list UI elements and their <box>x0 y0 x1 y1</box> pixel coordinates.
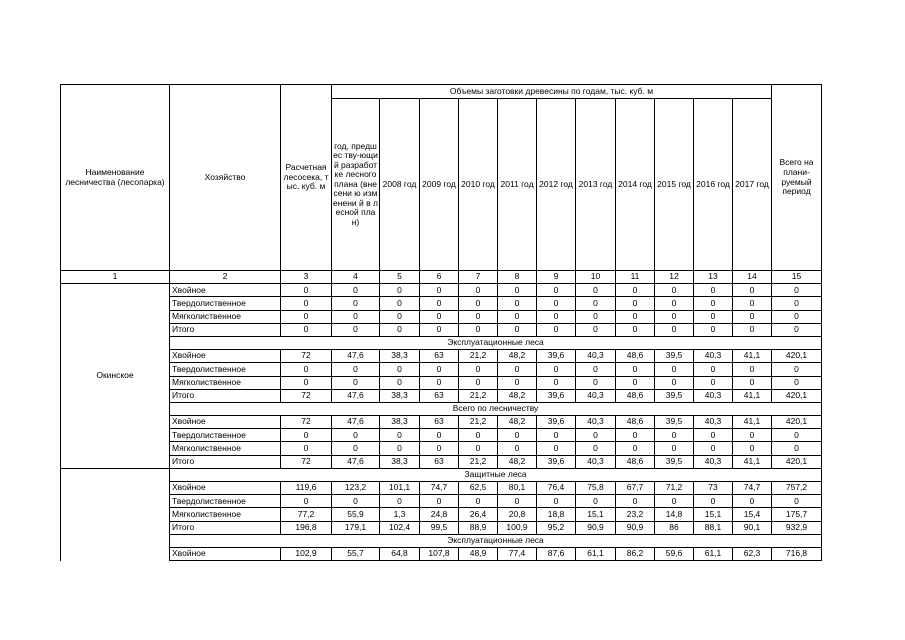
value-cell: 0 <box>332 323 380 336</box>
value-cell: 39,5 <box>655 455 694 468</box>
value-cell: 179,1 <box>332 521 380 534</box>
value-cell: 0 <box>694 363 733 376</box>
value-cell: 0 <box>537 297 576 310</box>
table-row <box>61 297 822 310</box>
value-cell: 0 <box>380 363 420 376</box>
farm-type: Хвойное <box>170 416 281 429</box>
header-year: 2011 год <box>498 99 537 271</box>
farm-type: Мягколиственное <box>170 442 281 455</box>
value-cell: 0 <box>616 376 655 389</box>
value-cell: 14,8 <box>655 508 694 521</box>
header-previous-year: год, предшес тву-ющий разработ ке лесного плана (внесени ю изменени й в лесной план) <box>332 99 380 271</box>
value-cell: 0 <box>733 323 772 336</box>
value-cell: 0 <box>655 284 694 297</box>
value-cell: 75,8 <box>576 482 616 495</box>
value-cell: 0 <box>498 323 537 336</box>
value-cell: 0 <box>498 429 537 442</box>
value-cell: 0 <box>655 363 694 376</box>
table-row <box>61 284 822 297</box>
value-cell: 39,5 <box>655 416 694 429</box>
section-title: Всего по лесничеству <box>170 402 822 415</box>
value-cell: 0 <box>576 284 616 297</box>
value-cell: 0 <box>537 363 576 376</box>
column-number: 5 <box>380 271 420 284</box>
value-cell: 0 <box>772 323 822 336</box>
section-row <box>61 468 822 481</box>
value-cell: 95,2 <box>537 521 576 534</box>
value-cell: 90,9 <box>576 521 616 534</box>
value-cell: 0 <box>281 442 332 455</box>
value-cell: 67,7 <box>616 482 655 495</box>
value-cell: 40,3 <box>694 455 733 468</box>
farm-type: Твердолиственное <box>170 297 281 310</box>
farm-type: Хвойное <box>170 547 281 560</box>
value-cell: 40,3 <box>576 455 616 468</box>
section-title: Эксплуатационные леса <box>170 534 822 547</box>
section-row <box>61 336 822 349</box>
table-row <box>61 442 822 455</box>
value-cell: 0 <box>459 495 498 508</box>
value-cell: 0 <box>332 297 380 310</box>
table-row <box>61 310 822 323</box>
value-cell: 86 <box>655 521 694 534</box>
value-cell: 0 <box>733 376 772 389</box>
value-cell: 0 <box>281 310 332 323</box>
value-cell: 0 <box>459 442 498 455</box>
value-cell: 72 <box>281 455 332 468</box>
value-cell: 119,6 <box>281 482 332 495</box>
value-cell: 39,6 <box>537 350 576 363</box>
value-cell: 0 <box>616 284 655 297</box>
column-number: 10 <box>576 271 616 284</box>
value-cell: 0 <box>420 363 459 376</box>
value-cell: 0 <box>420 429 459 442</box>
farm-type: Мягколиственное <box>170 508 281 521</box>
value-cell: 26,4 <box>459 508 498 521</box>
value-cell: 0 <box>537 495 576 508</box>
value-cell: 0 <box>616 323 655 336</box>
value-cell: 38,3 <box>380 389 420 402</box>
value-cell: 0 <box>772 284 822 297</box>
header-year: 2012 год <box>537 99 576 271</box>
column-number: 13 <box>694 271 733 284</box>
value-cell: 0 <box>616 297 655 310</box>
value-cell: 0 <box>655 297 694 310</box>
value-cell: 0 <box>655 310 694 323</box>
header-year: 2017 год <box>733 99 772 271</box>
value-cell: 0 <box>281 323 332 336</box>
value-cell: 0 <box>332 429 380 442</box>
column-number: 8 <box>498 271 537 284</box>
farm-type: Хвойное <box>170 482 281 495</box>
value-cell: 41,1 <box>733 389 772 402</box>
value-cell: 0 <box>498 297 537 310</box>
value-cell: 59,6 <box>655 547 694 560</box>
header-year: 2009 год <box>420 99 459 271</box>
value-cell: 40,3 <box>576 416 616 429</box>
value-cell: 47,6 <box>332 350 380 363</box>
value-cell: 61,1 <box>694 547 733 560</box>
header-calculated-cut: Расчетная лесосека, тыс. куб. м <box>281 85 332 271</box>
value-cell: 77,2 <box>281 508 332 521</box>
header-year: 2016 год <box>694 99 733 271</box>
value-cell: 1,3 <box>380 508 420 521</box>
farm-type: Мягколиственное <box>170 310 281 323</box>
value-cell: 0 <box>772 310 822 323</box>
table-row <box>61 389 822 402</box>
value-cell: 0 <box>576 363 616 376</box>
value-cell: 0 <box>459 376 498 389</box>
value-cell: 0 <box>616 363 655 376</box>
farm-type: Итого <box>170 323 281 336</box>
value-cell: 757,2 <box>772 482 822 495</box>
value-cell: 0 <box>733 284 772 297</box>
column-number: 2 <box>170 271 281 284</box>
section-title: Защитные леса <box>170 468 822 481</box>
value-cell: 0 <box>332 363 380 376</box>
value-cell: 48,9 <box>459 547 498 560</box>
value-cell: 72 <box>281 389 332 402</box>
column-number: 6 <box>420 271 459 284</box>
value-cell: 48,6 <box>616 455 655 468</box>
value-cell: 0 <box>420 297 459 310</box>
value-cell: 0 <box>655 495 694 508</box>
value-cell: 0 <box>537 310 576 323</box>
value-cell: 63 <box>420 455 459 468</box>
value-cell: 38,3 <box>380 455 420 468</box>
forestry-name: Окинское <box>61 284 170 469</box>
value-cell: 40,3 <box>694 350 733 363</box>
value-cell: 0 <box>498 376 537 389</box>
value-cell: 0 <box>694 284 733 297</box>
value-cell: 48,2 <box>498 389 537 402</box>
value-cell: 99,5 <box>420 521 459 534</box>
value-cell: 21,2 <box>459 416 498 429</box>
document-page <box>60 84 822 561</box>
value-cell: 39,5 <box>655 389 694 402</box>
value-cell: 63 <box>420 389 459 402</box>
section-row <box>61 534 822 547</box>
value-cell: 72 <box>281 416 332 429</box>
value-cell: 0 <box>616 429 655 442</box>
value-cell: 39,6 <box>537 416 576 429</box>
value-cell: 40,3 <box>694 389 733 402</box>
value-cell: 0 <box>281 429 332 442</box>
column-number: 7 <box>459 271 498 284</box>
farm-type: Хвойное <box>170 350 281 363</box>
value-cell: 63 <box>420 350 459 363</box>
value-cell: 61,1 <box>576 547 616 560</box>
value-cell: 716,8 <box>772 547 822 560</box>
value-cell: 0 <box>616 310 655 323</box>
value-cell: 0 <box>733 297 772 310</box>
column-number: 4 <box>332 271 380 284</box>
value-cell: 101,1 <box>380 482 420 495</box>
value-cell: 0 <box>772 297 822 310</box>
value-cell: 0 <box>459 297 498 310</box>
value-cell: 0 <box>694 495 733 508</box>
value-cell: 107,8 <box>420 547 459 560</box>
value-cell: 102,9 <box>281 547 332 560</box>
value-cell: 63 <box>420 416 459 429</box>
value-cell: 40,3 <box>694 416 733 429</box>
value-cell: 39,6 <box>537 389 576 402</box>
value-cell: 40,3 <box>576 350 616 363</box>
table-row <box>61 508 822 521</box>
header-year: 2014 год <box>616 99 655 271</box>
value-cell: 48,2 <box>498 350 537 363</box>
header-forestry-name: Наименование лесничества (лесопарка) <box>61 85 170 271</box>
value-cell: 0 <box>380 284 420 297</box>
value-cell: 0 <box>772 363 822 376</box>
header-year: 2013 год <box>576 99 616 271</box>
value-cell: 0 <box>380 495 420 508</box>
value-cell: 932,9 <box>772 521 822 534</box>
value-cell: 0 <box>772 376 822 389</box>
table-row <box>61 323 822 336</box>
value-cell: 123,2 <box>332 482 380 495</box>
value-cell: 0 <box>694 323 733 336</box>
value-cell: 38,3 <box>380 416 420 429</box>
value-cell: 0 <box>537 429 576 442</box>
header-year: 2010 год <box>459 99 498 271</box>
value-cell: 0 <box>655 376 694 389</box>
value-cell: 0 <box>332 495 380 508</box>
value-cell: 21,2 <box>459 350 498 363</box>
column-number: 11 <box>616 271 655 284</box>
value-cell: 0 <box>537 284 576 297</box>
value-cell: 0 <box>281 363 332 376</box>
value-cell: 20,8 <box>498 508 537 521</box>
value-cell: 64,8 <box>380 547 420 560</box>
header-volume-group: Объемы заготовки древесины по годам, тыс. куб. м <box>332 85 772 99</box>
value-cell: 72 <box>281 350 332 363</box>
value-cell: 0 <box>576 442 616 455</box>
value-cell: 74,7 <box>420 482 459 495</box>
table-row <box>61 547 822 560</box>
value-cell: 0 <box>733 429 772 442</box>
value-cell: 0 <box>498 363 537 376</box>
value-cell: 0 <box>655 442 694 455</box>
value-cell: 87,6 <box>537 547 576 560</box>
value-cell: 41,1 <box>733 350 772 363</box>
value-cell: 0 <box>537 376 576 389</box>
table-row <box>61 521 822 534</box>
value-cell: 0 <box>694 429 733 442</box>
table-row <box>61 482 822 495</box>
value-cell: 0 <box>537 323 576 336</box>
value-cell: 0 <box>576 495 616 508</box>
value-cell: 0 <box>380 297 420 310</box>
value-cell: 88,9 <box>459 521 498 534</box>
value-cell: 0 <box>459 284 498 297</box>
table-row <box>61 363 822 376</box>
value-cell: 48,6 <box>616 350 655 363</box>
farm-type: Мягколиственное <box>170 376 281 389</box>
table-row <box>61 455 822 468</box>
value-cell: 0 <box>420 310 459 323</box>
value-cell: 80,1 <box>498 482 537 495</box>
value-cell: 55,7 <box>332 547 380 560</box>
value-cell: 0 <box>772 442 822 455</box>
value-cell: 0 <box>655 323 694 336</box>
value-cell: 420,1 <box>772 389 822 402</box>
value-cell: 0 <box>576 376 616 389</box>
value-cell: 0 <box>694 310 733 323</box>
value-cell: 0 <box>772 495 822 508</box>
value-cell: 0 <box>576 297 616 310</box>
value-cell: 420,1 <box>772 416 822 429</box>
table-row <box>61 495 822 508</box>
column-number: 9 <box>537 271 576 284</box>
value-cell: 73 <box>694 482 733 495</box>
value-cell: 0 <box>498 310 537 323</box>
value-cell: 0 <box>694 442 733 455</box>
column-number: 3 <box>281 271 332 284</box>
value-cell: 0 <box>420 323 459 336</box>
farm-type: Итого <box>170 521 281 534</box>
value-cell: 0 <box>616 495 655 508</box>
value-cell: 0 <box>332 310 380 323</box>
value-cell: 21,2 <box>459 455 498 468</box>
value-cell: 39,6 <box>537 455 576 468</box>
value-cell: 0 <box>498 442 537 455</box>
header-year: 2015 год <box>655 99 694 271</box>
header-total: Всего на плани-руемый период <box>772 85 822 271</box>
value-cell: 62,3 <box>733 547 772 560</box>
value-cell: 21,2 <box>459 389 498 402</box>
value-cell: 47,6 <box>332 455 380 468</box>
value-cell: 15,1 <box>694 508 733 521</box>
value-cell: 90,9 <box>616 521 655 534</box>
value-cell: 39,5 <box>655 350 694 363</box>
value-cell: 196,8 <box>281 521 332 534</box>
value-cell: 0 <box>576 429 616 442</box>
value-cell: 88,1 <box>694 521 733 534</box>
value-cell: 74,7 <box>733 482 772 495</box>
value-cell: 48,2 <box>498 416 537 429</box>
value-cell: 0 <box>459 323 498 336</box>
value-cell: 0 <box>537 442 576 455</box>
value-cell: 15,1 <box>576 508 616 521</box>
value-cell: 47,6 <box>332 389 380 402</box>
value-cell: 0 <box>733 310 772 323</box>
value-cell: 71,2 <box>655 482 694 495</box>
value-cell: 47,6 <box>332 416 380 429</box>
value-cell: 40,3 <box>576 389 616 402</box>
value-cell: 0 <box>380 376 420 389</box>
value-cell: 0 <box>281 495 332 508</box>
header-year: 2008 год <box>380 99 420 271</box>
value-cell: 0 <box>420 442 459 455</box>
value-cell: 0 <box>459 363 498 376</box>
value-cell: 0 <box>498 284 537 297</box>
value-cell: 0 <box>420 284 459 297</box>
value-cell: 0 <box>380 429 420 442</box>
value-cell: 41,1 <box>733 416 772 429</box>
value-cell: 175,7 <box>772 508 822 521</box>
section-title: Эксплуатационные леса <box>170 336 822 349</box>
column-number: 15 <box>772 271 822 284</box>
value-cell: 0 <box>772 429 822 442</box>
section-row <box>61 402 822 415</box>
value-cell: 0 <box>498 495 537 508</box>
value-cell: 0 <box>281 284 332 297</box>
value-cell: 0 <box>420 495 459 508</box>
farm-type: Твердолиственное <box>170 495 281 508</box>
value-cell: 0 <box>655 429 694 442</box>
value-cell: 0 <box>733 363 772 376</box>
value-cell: 100,9 <box>498 521 537 534</box>
farm-type: Хвойное <box>170 284 281 297</box>
value-cell: 48,6 <box>616 416 655 429</box>
value-cell: 0 <box>576 310 616 323</box>
table-row <box>61 416 822 429</box>
value-cell: 0 <box>380 323 420 336</box>
farm-type: Твердолиственное <box>170 429 281 442</box>
value-cell: 48,2 <box>498 455 537 468</box>
value-cell: 0 <box>576 323 616 336</box>
value-cell: 0 <box>332 442 380 455</box>
value-cell: 0 <box>420 376 459 389</box>
farm-type: Твердолиственное <box>170 363 281 376</box>
table-row <box>61 429 822 442</box>
column-number: 12 <box>655 271 694 284</box>
value-cell: 420,1 <box>772 455 822 468</box>
header-farm: Хозяйство <box>170 85 281 271</box>
value-cell: 0 <box>380 442 420 455</box>
column-number: 1 <box>61 271 170 284</box>
value-cell: 0 <box>616 442 655 455</box>
value-cell: 86,2 <box>616 547 655 560</box>
value-cell: 18,8 <box>537 508 576 521</box>
value-cell: 0 <box>332 376 380 389</box>
value-cell: 48,6 <box>616 389 655 402</box>
value-cell: 0 <box>459 310 498 323</box>
column-number: 14 <box>733 271 772 284</box>
value-cell: 0 <box>733 442 772 455</box>
value-cell: 0 <box>281 376 332 389</box>
value-cell: 15,4 <box>733 508 772 521</box>
value-cell: 77,4 <box>498 547 537 560</box>
value-cell: 0 <box>733 495 772 508</box>
value-cell: 0 <box>694 376 733 389</box>
forestry-name <box>61 468 170 560</box>
table-row <box>61 376 822 389</box>
value-cell: 0 <box>281 297 332 310</box>
value-cell: 76,4 <box>537 482 576 495</box>
value-cell: 0 <box>694 297 733 310</box>
value-cell: 62,5 <box>459 482 498 495</box>
value-cell: 55,9 <box>332 508 380 521</box>
value-cell: 23,2 <box>616 508 655 521</box>
value-cell: 41,1 <box>733 455 772 468</box>
farm-type: Итого <box>170 389 281 402</box>
farm-type: Итого <box>170 455 281 468</box>
value-cell: 420,1 <box>772 350 822 363</box>
value-cell: 102,4 <box>380 521 420 534</box>
value-cell: 24,8 <box>420 508 459 521</box>
table-row <box>61 350 822 363</box>
value-cell: 38,3 <box>380 350 420 363</box>
value-cell: 0 <box>380 310 420 323</box>
value-cell: 0 <box>332 284 380 297</box>
value-cell: 0 <box>459 429 498 442</box>
timber-harvest-table <box>60 84 822 561</box>
value-cell: 90,1 <box>733 521 772 534</box>
